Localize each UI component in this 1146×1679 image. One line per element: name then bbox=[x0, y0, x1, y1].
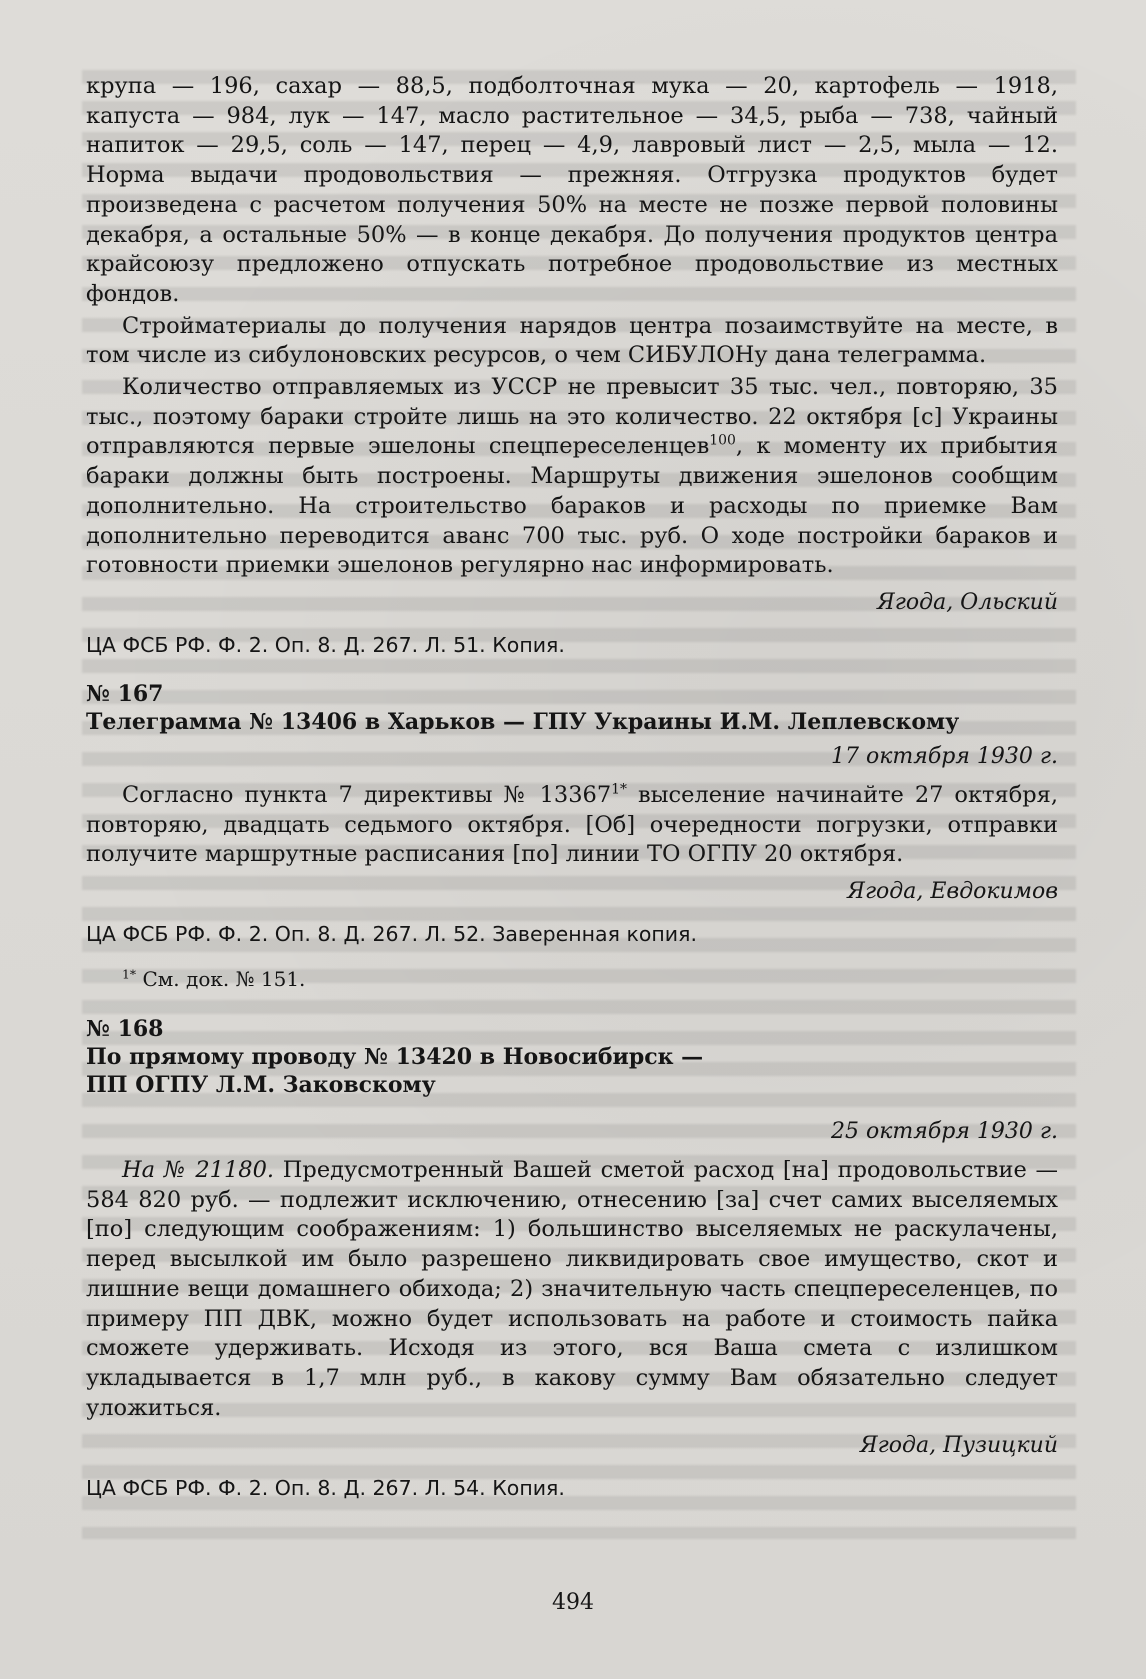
quantity-paragraph bbox=[86, 373, 1058, 581]
doc-text-168 bbox=[86, 1156, 1058, 1423]
doc-title-168-line1: По прямому проводу № 13420 в Новосибирск — bbox=[86, 1044, 704, 1071]
doc-date-167: 17 октября 1930 г. bbox=[831, 743, 1058, 769]
archive-source-l54: ЦА ФСБ РФ. Ф. 2. Оп. 8. Д. 267. Л. 54. Копия. bbox=[86, 1476, 565, 1501]
quantity-text-start: Количество отправляемых из УССР не превысит 35 тыс. чел., повторяю, 35 тыс., поэтому бараки стройте лишь на это количество. 22 октября [с] Украины отправляются первые эшелоны спецпереселенцев bbox=[86, 374, 1058, 460]
footnote-ref-1: 1* bbox=[611, 781, 627, 798]
footnote bbox=[86, 965, 1058, 993]
doc-title-168-line2: ПП ОГПУ Л.М. Заковскому bbox=[86, 1072, 436, 1099]
quantity-text-end: , к моменту их прибытия бараки должны быть построены. Маршруты движения эшелонов сообщим дополнительно. На строительство бараков и расходы по приемке Вам дополнительно переводится аванс 700 тыс. руб. О ходе постройки бараков и готовности приемки эшелонов регулярно нас информировать. bbox=[86, 433, 1058, 579]
doc-title-167: Телеграмма № 13406 в Харьков — ГПУ Украины И.М. Леплевскому bbox=[86, 708, 960, 735]
doc-text-167-end: выселение начинайте 27 октября, повторяю, двадцать седьмого октября. [Об] очередности погрузки, отправки получите маршрутные расписания [по] линии ТО ОГПУ 20 октября. bbox=[86, 781, 1058, 868]
footnote-ref-100: 100 bbox=[709, 432, 736, 449]
doc-number-167: № 167 bbox=[86, 680, 164, 707]
doc-text-167-start: Согласно пункта 7 директивы № 13367 bbox=[122, 781, 612, 808]
page-number: 494 bbox=[552, 1590, 594, 1615]
signature-yagoda-evdokimov: Ягода, Евдокимов bbox=[847, 879, 1058, 905]
signature-yagoda-olsky: Ягода, Ольский bbox=[877, 589, 1058, 615]
doc-date-168: 25 октября 1930 г. bbox=[831, 1119, 1058, 1145]
doc-number-168: № 168 bbox=[86, 1016, 164, 1043]
doc-168-reference: На № 21180. bbox=[122, 1157, 275, 1184]
doc-168-body: Предусмотренный Вашей сметой расход [на] продовольствие — 584 820 руб. — подлежит исключению, отнесению [за] счет самих выселяемых [по] следующим соображениям: 1) большинство выселяемых не раскулачены, перед высылкой им было разрешено ликвидировать свое имущество, скот и лишние вещи домашнего обихода; 2) значительную часть спецпереселенцев, по примеру ПП ДВК, можно будет использовать на работе и стоимость пайка сможете удерживать. Исходя из этого, вся Ваша смета с излишком укладывается в 1,7 млн руб., в какову сумму Вам обязательно следует уложиться. bbox=[86, 1157, 1058, 1421]
signature-yagoda-puzitsky: Ягода, Пузицкий bbox=[859, 1433, 1058, 1459]
archive-source-l52: ЦА ФСБ РФ. Ф. 2. Оп. 8. Д. 267. Л. 52. Заверенная копия. bbox=[86, 922, 697, 947]
doc-text-167 bbox=[86, 781, 1058, 870]
continuation-paragraph: крупа — 196, сахар — 88,5, подболточная мука — 20, картофель — 1918, капуста — 984, лук — 147, масло растительное — 34,5, рыба — 738, чайный напиток — 29,5, соль — 147, перец — 4,9, лавровый лист — 2,5, мыла — 12. Норма выдачи продовольствия — прежняя. Отгрузка продуктов будет произведена с расчетом получения 50% на месте не позже первой половины декабря, а остальные 50% — в конце декабря. До получения продуктов центра крайсоюзу предложено отпускать потребное продовольствие из местных фондов. bbox=[86, 73, 1058, 307]
footnote-marker: 1* bbox=[122, 966, 137, 982]
page-content bbox=[86, 72, 1058, 1503]
archive-source-l51: ЦА ФСБ РФ. Ф. 2. Оп. 8. Д. 267. Л. 51. Копия. bbox=[86, 632, 565, 657]
building-materials-paragraph: Стройматериалы до получения нарядов центра позаимствуйте на месте, в том числе из сибулоновских ресурсов, о чем СИБУЛОНу дана телеграмма. bbox=[86, 312, 1058, 369]
footnote-text: См. док. № 151. bbox=[136, 967, 306, 992]
